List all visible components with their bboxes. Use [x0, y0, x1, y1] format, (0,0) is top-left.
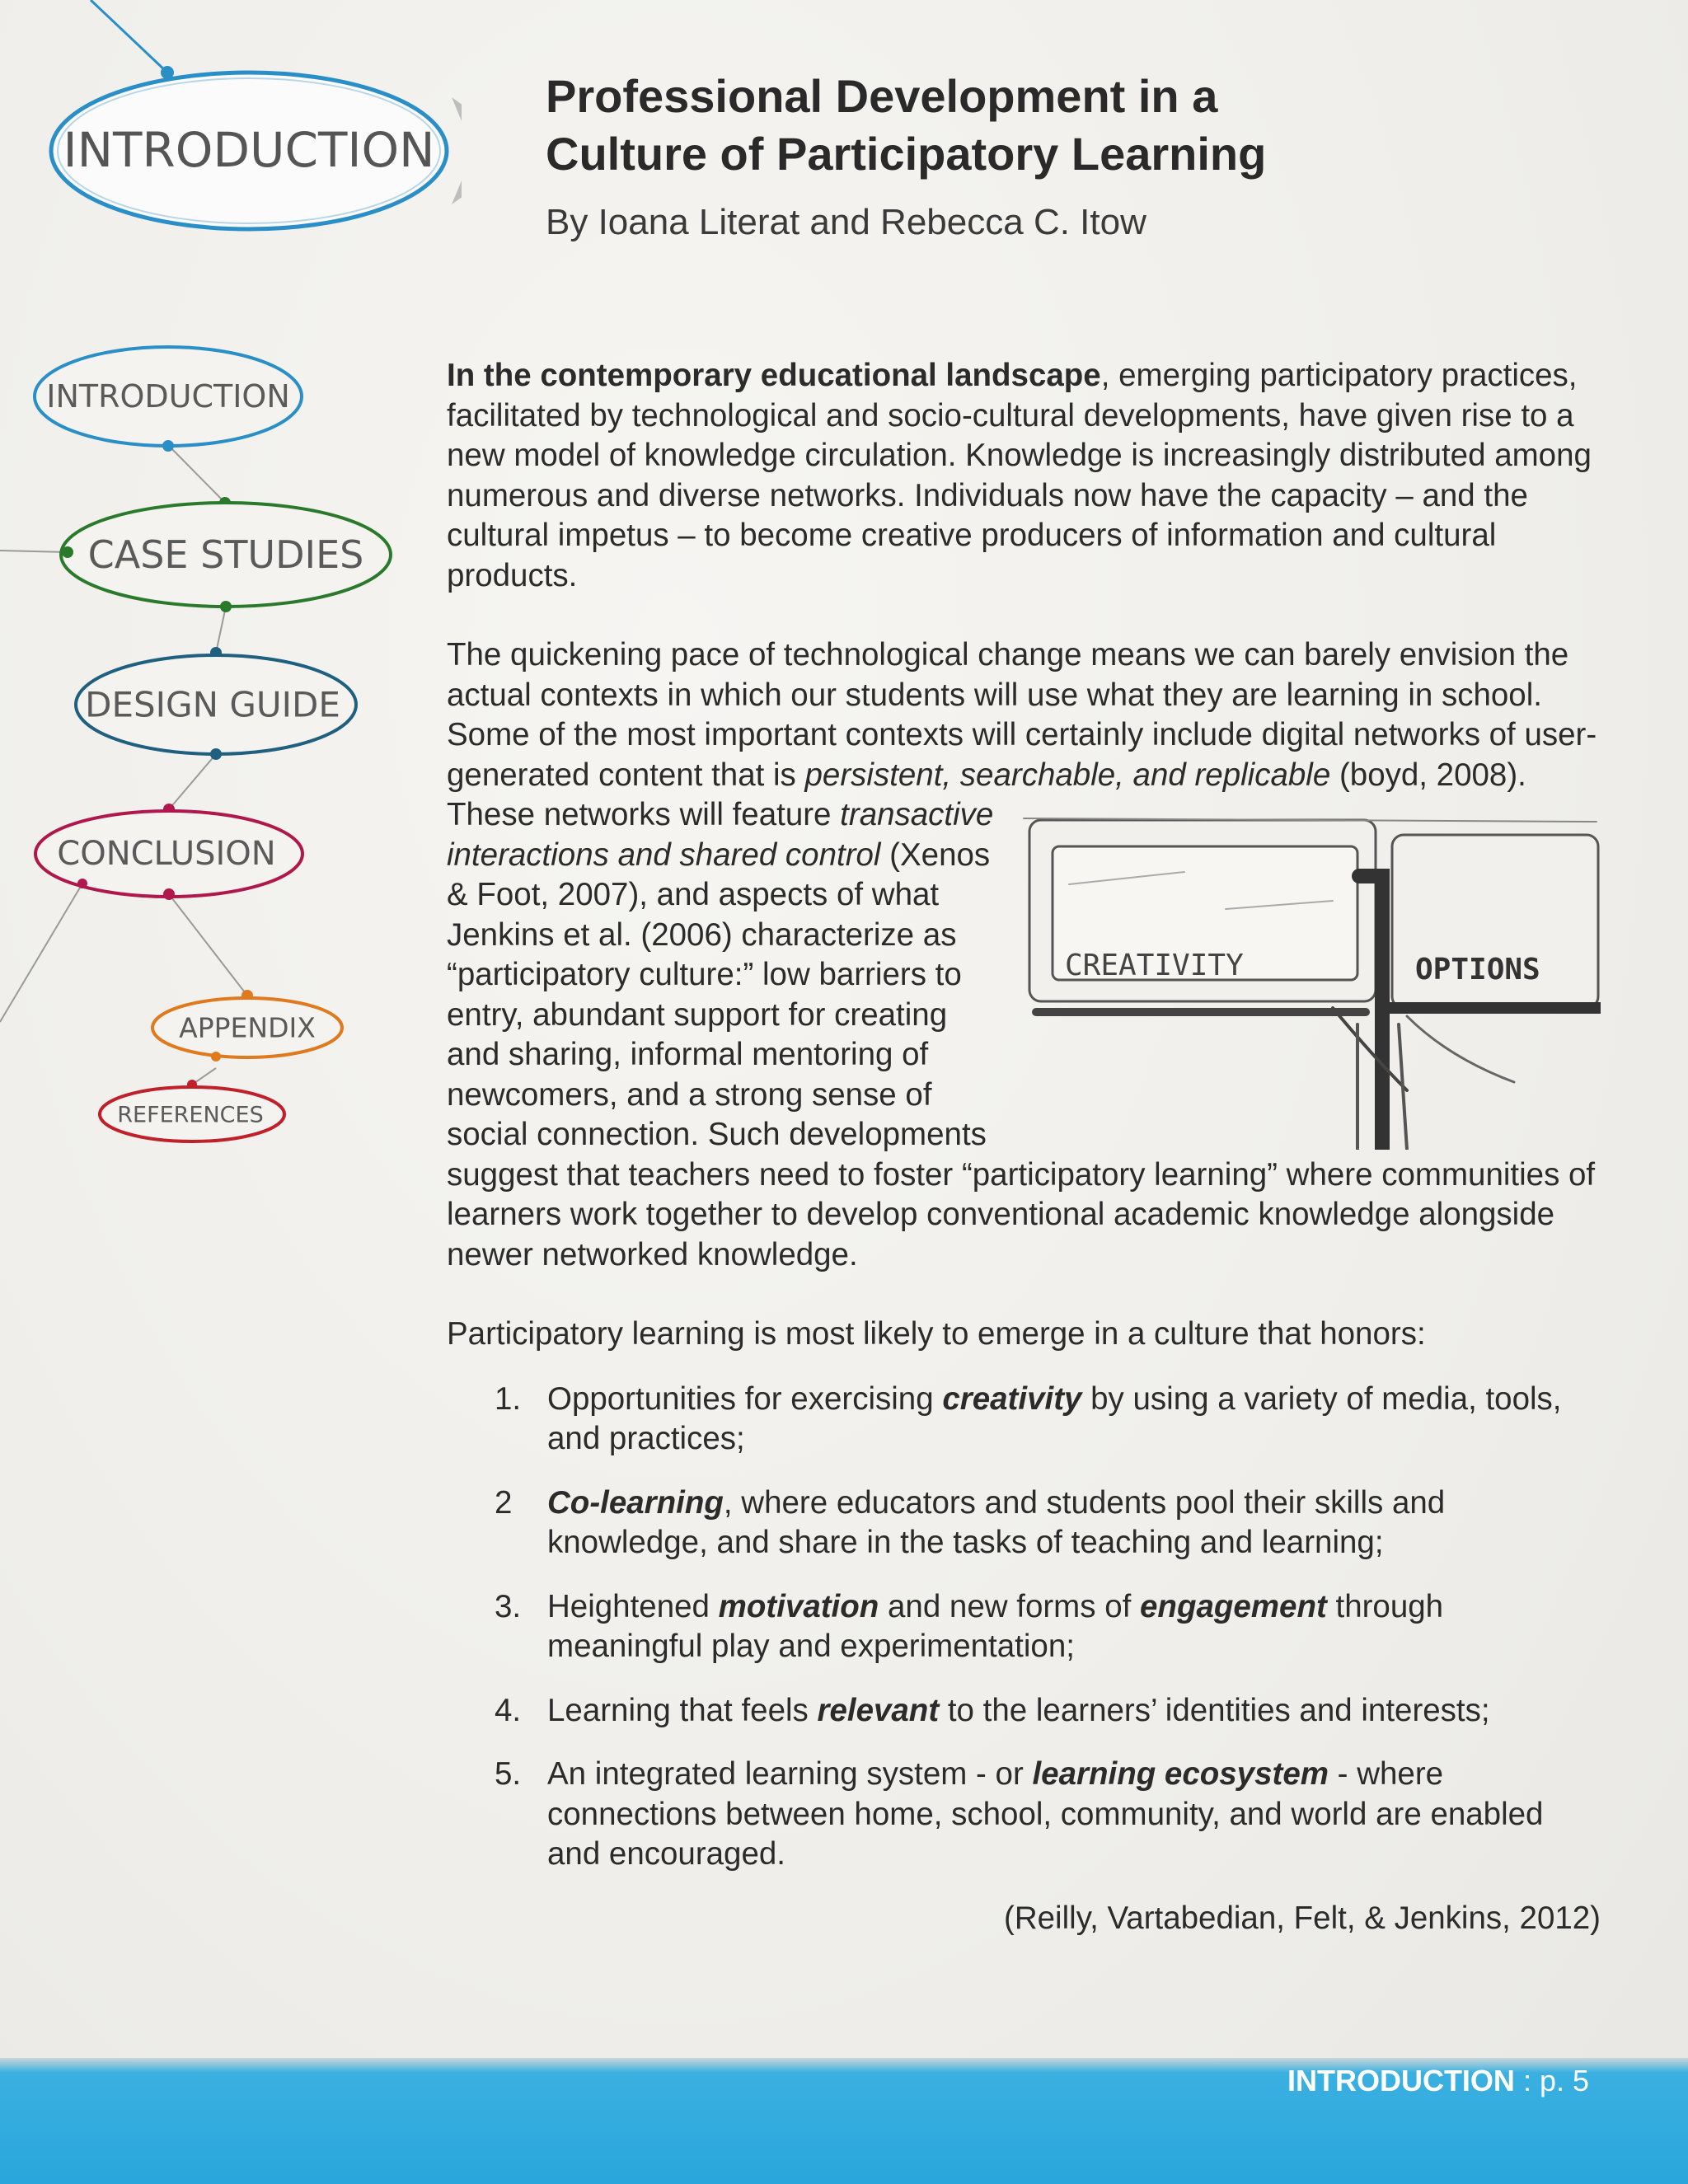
p2-text-3: (Xenos & Foot, 2007), and aspects of what Jenkins et al. (2006) characterize as “participatory culture:” low barriers to entry, abundant support for creating and sharing, informal mentoring of newcomers, and a strong sense of social connection. Such developments suggest that teachers need to foster “participatory learning” where communities of learners work together to develop conventional academic knowledge alongside newer networked knowledge. — [447, 837, 1596, 1272]
page-footer — [1287, 2064, 1589, 2098]
list-text: - where connections between home, school, community, and world are enabled and encouraged. — [547, 1756, 1544, 1872]
list-emphasis: motivation — [718, 1588, 879, 1624]
list-item — [447, 1380, 1601, 1460]
p2-italic-1: persistent, searchable, and replicable — [804, 757, 1331, 793]
byline: By Ioana Literat and Rebecca C. Itow — [546, 202, 1146, 242]
list-text: to the learners’ identities and interests; — [939, 1692, 1490, 1728]
title-line-2: Culture of Participatory Learning — [546, 128, 1267, 180]
paragraph-2 — [447, 635, 1601, 1275]
current-section-label: INTRODUCTION — [63, 122, 435, 178]
nav-case-studies[interactable]: CASE STUDIES — [87, 532, 364, 577]
title-line-1: Professional Development in a — [546, 70, 1218, 122]
crossroads-sketch — [1020, 810, 1601, 1150]
article-title — [546, 68, 1266, 183]
list-text: through meaningful play and experimentation; — [547, 1588, 1444, 1664]
nav-introduction[interactable]: INTRODUCTION — [46, 378, 290, 415]
nav-appendix[interactable]: APPENDIX — [179, 1011, 316, 1044]
list-emphasis: learning ecosystem — [1032, 1756, 1329, 1792]
list-text: Opportunities for exercising — [547, 1380, 943, 1417]
footer-page-number: : p. 5 — [1514, 2064, 1589, 2097]
list-text: and new forms of — [879, 1588, 1141, 1624]
list-emphasis: creativity — [942, 1380, 1082, 1417]
list-number: 1. — [495, 1380, 522, 1417]
list-text: An integrated learning system - or — [547, 1756, 1033, 1792]
list-text: , where educators and students pool their skills and knowledge, and share in the tasks of teaching and learning; — [547, 1484, 1446, 1560]
list-text: Learning that feels — [547, 1692, 818, 1728]
list-emphasis: relevant — [817, 1692, 940, 1728]
list-item — [447, 1587, 1601, 1667]
citation: (Reilly, Vartabedian, Felt, & Jenkins, 2012) — [1004, 1900, 1601, 1936]
list-number: 2 — [495, 1484, 513, 1521]
list-item — [447, 1755, 1601, 1875]
list-number: 5. — [495, 1756, 522, 1792]
list-text: Heightened — [547, 1588, 719, 1624]
paragraph-1-text: , emerging participatory practices, facilitated by technological and socio-cultural developments, have given rise to a new model of knowledge circulation. Knowledge is increasingly distributed among numerous and diverse networks. Individuals now have the capacity – and the cultural impetus – to become creative producers of information and cultural products. — [447, 358, 1592, 593]
nav-references[interactable]: REFERENCES — [117, 1102, 264, 1128]
list-number: 4. — [495, 1692, 522, 1728]
p2-text-1: The quickening pace of technological change means we can barely envision the actual contexts in which our students will use what they are learning in school. Some of the most important contexts will certainly include digital networks of user-generated content that is — [447, 637, 1597, 793]
p2-italic-2: transactive interactions and shared control — [447, 797, 994, 873]
paragraph-1 — [447, 356, 1601, 596]
paragraph-3: Participatory learning is most likely to emerge in a culture that honors: — [447, 1316, 1426, 1352]
lead-phrase: In the contemporary educational landscape — [447, 358, 1101, 393]
article-body — [447, 356, 1601, 1938]
list-text: by using a variety of media, tools, and practices; — [547, 1380, 1562, 1456]
list-emphasis: engagement — [1140, 1588, 1327, 1624]
list-emphasis: Co-learning — [547, 1484, 724, 1521]
sketch-label-right: OPTIONS — [1415, 953, 1540, 987]
nav-conclusion[interactable]: CONCLUSION — [57, 835, 276, 873]
footer-section: INTRODUCTION — [1287, 2064, 1515, 2097]
honors-list — [447, 1380, 1601, 1875]
list-number: 3. — [495, 1588, 522, 1624]
sketch-label-left: CREATIVITY — [1065, 949, 1244, 982]
list-item — [447, 1691, 1601, 1732]
p2-text-2: (boyd, 2008). These networks will feature — [447, 757, 1526, 832]
list-item — [447, 1483, 1601, 1563]
nav-design-guide[interactable]: DESIGN GUIDE — [85, 684, 340, 725]
